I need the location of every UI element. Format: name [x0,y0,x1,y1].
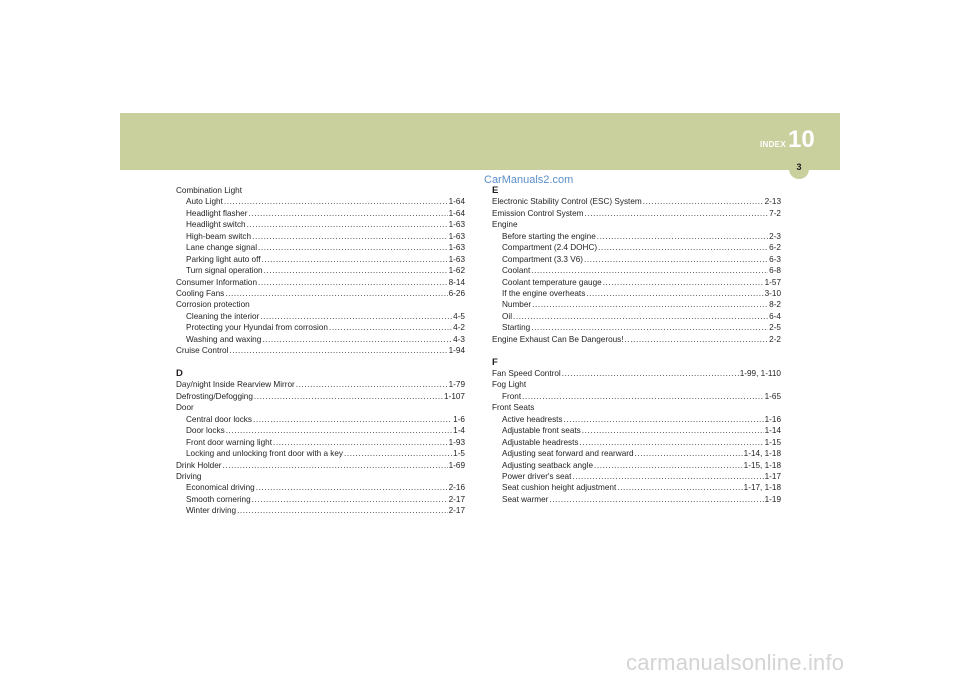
entry-page-ref: 2-13 [764,197,781,207]
section-letter: F [492,356,498,368]
index-entry [176,414,465,425]
section-spacer [492,345,781,356]
entry-page-ref: 3-10 [764,288,781,298]
entry-page-ref: 1-64 [448,197,465,207]
index-entry [176,482,465,493]
entry-page-ref: 6-3 [769,254,781,264]
index-entry [176,242,465,253]
dot-leader [531,265,768,276]
index-entry [492,231,781,242]
entry-page-ref: 1-17, 1-18 [743,483,781,493]
entry-label: Consumer Information [176,277,257,287]
entry-label: Door locks [186,426,225,436]
index-entry [492,334,781,345]
index-entry [492,437,781,448]
entry-label: Turn signal operation [186,266,263,276]
index-entry [176,448,465,459]
dot-leader [586,288,763,299]
index-entry [492,196,781,207]
entry-page-ref: 1-16 [764,414,781,424]
entry-label: Fan Speed Control [492,369,561,378]
entry-label: High-beam switch [186,231,252,241]
index-entry [492,402,781,413]
entry-label: Corrosion protection [176,300,250,310]
dot-leader [252,231,448,242]
index-entry [492,288,781,299]
entry-page-ref: 1-6 [453,414,465,424]
entry-label: Electronic Stability Control (ESC) System [492,197,642,207]
dot-leader [260,311,452,322]
dot-leader [225,288,447,299]
entry-page-ref: 8-14 [448,277,465,287]
entry-label: Coolant [502,266,531,276]
entry-label: Emission Control System [492,208,584,218]
entry-label: Adjustable headrests [502,437,579,447]
index-entry [492,254,781,265]
dot-leader [264,265,448,276]
section-spacer [176,357,465,368]
entry-label: Front Seats [492,403,535,413]
index-entry [176,208,465,219]
dot-leader [597,231,768,242]
entry-label: Adjusting seat forward and rearward [502,449,634,459]
entry-label: Combination Light [176,186,242,195]
index-entry [492,368,781,379]
index-column-right [492,185,781,505]
entry-label: Coolant temperature gauge [502,277,602,287]
entry-label: Day/night Inside Rearview Mirror [176,380,295,390]
index-entry [176,471,465,482]
page-number: 3 [796,162,802,172]
entry-label: Driving [176,471,202,481]
dot-leader [229,345,447,356]
entry-page-ref: 1-62 [448,266,465,276]
dot-leader [226,425,452,436]
section-letter: E [492,185,499,196]
dot-leader [584,254,768,265]
entry-label: Headlight flasher [186,208,248,218]
entry-page-ref: 1-63 [448,243,465,253]
entry-label: Oil [502,311,513,321]
index-entry [176,254,465,265]
entry-label: Auto Light [186,197,223,207]
dot-leader [579,437,763,448]
dot-leader [582,425,764,436]
dot-leader [253,414,452,425]
entry-page-ref: 4-5 [453,311,465,321]
section-letter: D [176,368,183,379]
entry-label: Lane change signal [186,243,258,253]
index-entry [176,277,465,288]
entry-label: Locking and unlocking front door with a key [186,449,344,459]
index-entry [176,311,465,322]
index-entry [492,265,781,276]
entry-page-ref: 2-5 [769,323,781,333]
index-entry [492,460,781,471]
dot-leader [584,208,768,219]
entry-page-ref: 1-107 [444,391,465,401]
dot-leader [252,494,448,505]
entry-page-ref: 1-5 [453,449,465,459]
dot-leader [273,437,448,448]
dot-leader [643,196,764,207]
entry-page-ref: 6-2 [769,243,781,253]
entry-page-ref: 1-64 [448,208,465,218]
dot-leader [224,196,448,207]
entry-page-ref: 1-14 [764,426,781,436]
entry-page-ref: 1-93 [448,437,465,447]
index-entry [492,391,781,402]
dot-leader [254,391,443,402]
entry-label: Central door locks [186,414,252,424]
entry-page-ref: 1-79 [448,380,465,390]
entry-label: Winter driving [186,506,237,516]
entry-page-ref: 8-2 [769,300,781,310]
index-entry [176,379,465,390]
entry-label: Starting [502,323,531,333]
entry-page-ref: 1-19 [764,494,781,504]
index-entry [492,208,781,219]
entry-page-ref: 2-16 [448,483,465,493]
index-column-left [176,185,465,517]
entry-label: Number [502,300,532,310]
entry-label: Protecting your Hyundai from corrosion [186,323,328,333]
entry-page-ref: 1-69 [448,460,465,470]
entry-label: Defrosting/Defogging [176,391,253,401]
entry-page-ref: 1-15 [764,437,781,447]
entry-label: Economical driving [186,483,255,493]
entry-label: Cruise Control [176,346,229,356]
dot-leader [344,448,452,459]
entry-label: Parking light auto off [186,254,261,264]
index-entry [176,402,465,413]
entry-label: Cleaning the interior [186,311,260,321]
header-band [120,113,840,170]
dot-leader [531,322,768,333]
entry-page-ref: 1-99, 1-110 [739,369,781,378]
index-entry [492,299,781,310]
dot-leader [248,208,447,219]
index-entry [176,391,465,402]
index-entry [176,185,465,196]
entry-label: Adjusting seatback angle [502,460,594,470]
dot-leader [635,448,743,459]
entry-label: Smooth cornering [186,494,251,504]
entry-page-ref: 1-57 [764,277,781,287]
entry-page-ref: 7-2 [769,208,781,218]
entry-label: Seat warmer [502,494,549,504]
index-entry [176,288,465,299]
dot-leader [296,379,448,390]
index-entry [492,242,781,253]
index-entry [176,265,465,276]
index-entry [176,219,465,230]
dot-leader [513,311,768,322]
entry-label: Drink Holder [176,460,222,470]
index-entry [176,196,465,207]
dot-leader [256,482,448,493]
entry-label: Engine [492,220,518,230]
dot-leader [549,494,763,505]
index-entry [492,379,781,390]
entry-label: Front [502,391,522,401]
dot-leader [532,299,768,310]
index-entry [176,505,465,516]
dot-leader [594,460,743,471]
entry-page-ref: 1-63 [448,220,465,230]
index-entry [176,231,465,242]
entry-label: Adjustable front seats [502,426,581,436]
entry-page-ref: 6-8 [769,266,781,276]
entry-page-ref: 4-2 [453,323,465,333]
entry-page-ref: 1-15, 1-18 [743,460,781,470]
entry-label: Washing and waxing [186,334,262,344]
index-entry [492,311,781,322]
entry-page-ref: 1-63 [448,231,465,241]
entry-page-ref: 6-26 [448,288,465,298]
dot-leader [262,254,448,265]
entry-page-ref: 1-65 [764,391,781,401]
entry-page-ref: 6-4 [769,311,781,321]
dot-leader [237,505,448,516]
entry-page-ref: 1-63 [448,254,465,264]
entry-page-ref: 1-14, 1-18 [743,449,781,459]
entry-label: Power driver's seat [502,471,572,481]
dot-leader [625,334,769,345]
dot-leader [223,460,448,471]
dot-leader [603,277,764,288]
entry-label: Front door warning light [186,437,273,447]
dot-leader [258,277,448,288]
entry-page-ref: 1-94 [448,346,465,356]
dot-leader [522,391,763,402]
entry-label: Fog Light [492,380,527,390]
entry-page-ref: 1-17 [764,471,781,481]
index-entry [176,437,465,448]
index-entry [176,322,465,333]
index-entry [492,494,781,505]
chapter-label: INDEX [760,140,786,149]
index-entry [492,414,781,425]
index-entry [492,471,781,482]
entry-page-ref: 1-4 [453,426,465,436]
dot-leader [564,414,764,425]
dot-leader [258,242,448,253]
index-entry [492,277,781,288]
entry-label: Engine Exhaust Can Be Dangerous! [492,334,624,344]
dot-leader [562,368,739,379]
entry-label: Compartment (2.4 DOHC) [502,243,598,253]
entry-page-ref: 2-17 [448,494,465,504]
index-entry [492,322,781,333]
watermark-top[interactable]: CarManuals2.com [484,174,574,186]
entry-page-ref: 2-17 [448,506,465,516]
index-entry [492,448,781,459]
index-entry [176,460,465,471]
index-entry [492,482,781,493]
entry-page-ref: 2-3 [769,231,781,241]
entry-label: Compartment (3.3 V6) [502,254,583,264]
index-entry [176,494,465,505]
entry-label: Active headrests [502,414,563,424]
entry-page-ref: 4-3 [453,334,465,344]
index-entry [492,425,781,436]
chapter-number: 10 [788,126,815,153]
dot-leader [572,471,763,482]
index-entry [176,334,465,345]
dot-leader [247,219,448,230]
entry-label: If the engine overheats [502,288,586,298]
entry-label: Cooling Fans [176,288,225,298]
index-entry [176,345,465,356]
dot-leader [329,322,452,333]
index-entry [492,219,781,230]
index-entry [176,299,465,310]
index-entry [176,425,465,436]
entry-label: Headlight switch [186,220,246,230]
watermark-bottom[interactable]: carmanualsonline.info [626,650,845,675]
entry-label: Seat cushion height adjustment [502,483,617,493]
dot-leader [598,242,768,253]
dot-leader [617,482,742,493]
entry-page-ref: 2-2 [769,334,781,344]
entry-label: Before starting the engine [502,231,596,241]
dot-leader [262,334,452,345]
entry-label: Door [176,403,194,413]
